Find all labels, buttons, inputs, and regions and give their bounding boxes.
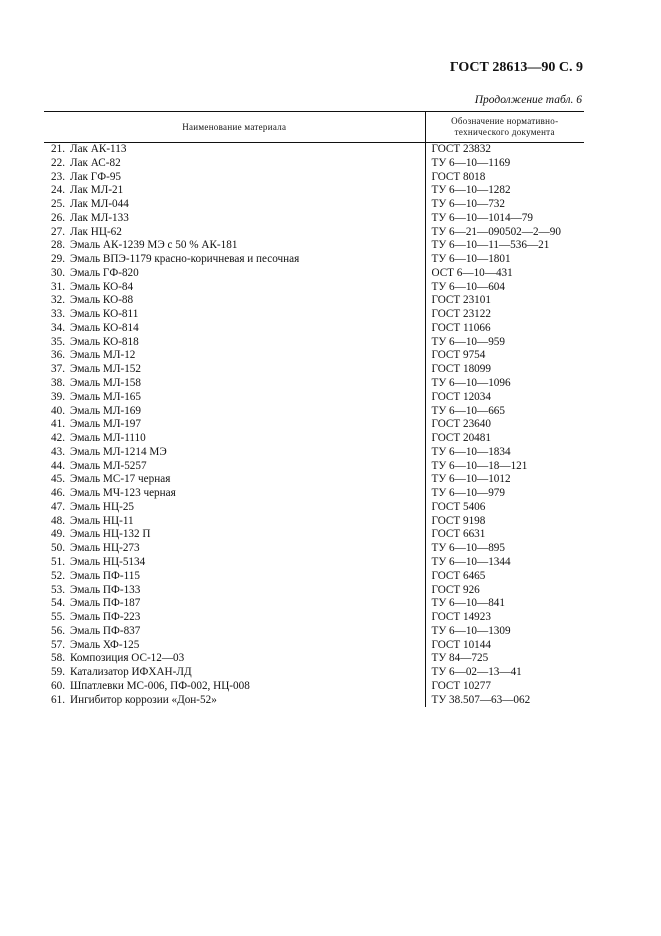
row-number: 56. xyxy=(51,624,65,637)
document-designation-cell: ТУ 6—10—11—536—21 xyxy=(431,239,550,252)
document-designation-cell: ТУ 6—10—1014—79 xyxy=(431,211,533,224)
row-number: 46. xyxy=(51,487,65,500)
document-designation-cell: ГОСТ 9754 xyxy=(431,349,486,362)
material-name: Эмаль МЛ-169 xyxy=(70,404,141,417)
material-name: Эмаль КО-84 xyxy=(70,280,134,293)
material-name: Эмаль МЛ-197 xyxy=(70,418,141,431)
material-name-cell xyxy=(44,391,425,405)
document-designation-cell: ТУ 6—10—1012 xyxy=(431,473,511,486)
material-name-cell xyxy=(44,652,425,666)
material-name: Эмаль МЧ-123 черная xyxy=(70,487,176,500)
material-name: Эмаль ПФ-133 xyxy=(70,583,141,596)
row-number: 45. xyxy=(51,473,65,486)
document-designation-cell: ТУ 6—10—1309 xyxy=(431,624,511,637)
table-row xyxy=(44,212,584,226)
material-name: Лак МЛ-133 xyxy=(70,211,129,224)
row-number: 52. xyxy=(51,569,65,582)
document-designation-cell: ГОСТ 5406 xyxy=(431,500,486,513)
row-number: 58. xyxy=(51,652,65,665)
column-header-material: Наименование материала xyxy=(44,112,425,143)
material-name-cell xyxy=(44,212,425,226)
row-number: 47. xyxy=(51,500,65,513)
material-name: Эмаль ГФ-820 xyxy=(70,266,139,279)
row-number: 29. xyxy=(51,253,65,266)
material-name-cell xyxy=(44,460,425,474)
table-row xyxy=(44,639,584,653)
document-designation-cell: ГОСТ 10277 xyxy=(431,679,491,692)
material-name: Эмаль ХФ-125 xyxy=(70,638,140,651)
table-row xyxy=(44,652,584,666)
table-row xyxy=(44,570,584,584)
material-name: Эмаль ПФ-223 xyxy=(70,611,141,624)
row-number: 32. xyxy=(51,294,65,307)
table-row xyxy=(44,226,584,240)
material-name-cell xyxy=(44,487,425,501)
table-row xyxy=(44,143,584,157)
material-name-cell xyxy=(44,666,425,680)
table-header-row xyxy=(44,112,584,143)
table-continuation-label: Продолжение табл. 6 xyxy=(474,94,582,106)
row-number: 43. xyxy=(51,445,65,458)
material-name-cell xyxy=(44,528,425,542)
table-row xyxy=(44,446,584,460)
document-designation-cell: ГОСТ 18099 xyxy=(431,363,491,376)
table-row xyxy=(44,391,584,405)
document-designation-cell: ТУ 6—10—979 xyxy=(431,487,505,500)
table-row xyxy=(44,349,584,363)
table-row xyxy=(44,597,584,611)
row-number: 61. xyxy=(51,693,65,706)
table-row xyxy=(44,694,584,708)
document-designation-cell: ГОСТ 23640 xyxy=(431,418,491,431)
material-name-cell xyxy=(44,556,425,570)
material-name: Эмаль МЛ-1110 xyxy=(70,432,146,445)
material-name: Эмаль КО-811 xyxy=(70,308,139,321)
material-name-cell xyxy=(44,322,425,336)
table-row xyxy=(44,281,584,295)
material-name-cell xyxy=(44,639,425,653)
document-designation-cell: ГОСТ 23832 xyxy=(431,143,491,155)
row-number: 41. xyxy=(51,418,65,431)
document-designation-cell: ГОСТ 11066 xyxy=(431,321,491,334)
row-number: 36. xyxy=(51,349,65,362)
material-name: Эмаль МЛ-5257 xyxy=(70,459,147,472)
row-number: 60. xyxy=(51,679,65,692)
material-name: Лак АС-82 xyxy=(70,156,121,169)
document-designation-cell: ТУ 6—10—1834 xyxy=(431,445,511,458)
page-header: ГОСТ 28613—90 С. 9 xyxy=(449,60,583,75)
material-name: Эмаль НЦ-11 xyxy=(70,514,134,527)
material-name: Эмаль ВПЭ-1179 красно-коричневая и песочная xyxy=(70,253,300,266)
materials-table xyxy=(44,111,584,707)
material-name: Эмаль ПФ-187 xyxy=(70,597,141,610)
row-number: 54. xyxy=(51,597,65,610)
table-row xyxy=(44,611,584,625)
material-name-cell xyxy=(44,432,425,446)
material-name-cell xyxy=(44,625,425,639)
row-number: 42. xyxy=(51,432,65,445)
material-name-cell xyxy=(44,611,425,625)
table-row xyxy=(44,308,584,322)
row-number: 49. xyxy=(51,528,65,541)
document-designation-cell: ГОСТ 20481 xyxy=(431,432,491,445)
material-name: Эмаль МС-17 черная xyxy=(70,473,171,486)
table-row xyxy=(44,253,584,267)
materials-table-container xyxy=(44,111,584,707)
table-row xyxy=(44,239,584,253)
document-designation-cell: ТУ 6—10—18—121 xyxy=(431,459,528,472)
table-row xyxy=(44,432,584,446)
row-number: 53. xyxy=(51,583,65,596)
table-row xyxy=(44,556,584,570)
document-designation-cell: ГОСТ 9198 xyxy=(431,514,486,527)
row-number: 34. xyxy=(51,321,65,334)
material-name: Шпатлевки МС-006, ПФ-002, НЦ-008 xyxy=(70,679,250,692)
table-row xyxy=(44,184,584,198)
material-name-cell xyxy=(44,446,425,460)
row-number: 21. xyxy=(51,143,65,155)
material-name-cell xyxy=(44,570,425,584)
document-designation-cell: ТУ 6—10—841 xyxy=(431,597,505,610)
material-name: Эмаль МЛ-12 xyxy=(70,349,136,362)
material-name-cell xyxy=(44,515,425,529)
row-number: 57. xyxy=(51,638,65,651)
row-number: 40. xyxy=(51,404,65,417)
material-name: Эмаль НЦ-25 xyxy=(70,500,135,513)
row-number: 24. xyxy=(51,184,65,197)
material-name-cell xyxy=(44,184,425,198)
document-designation-cell: ТУ 6—10—1169 xyxy=(431,156,511,169)
table-row xyxy=(44,377,584,391)
table-row xyxy=(44,460,584,474)
material-name: Эмаль КО-818 xyxy=(70,335,139,348)
table-row xyxy=(44,418,584,432)
material-name: Лак МЛ-044 xyxy=(70,198,129,211)
material-name: Катализатор ИФХАН-ЛД xyxy=(70,666,192,679)
material-name-cell xyxy=(44,377,425,391)
document-designation-cell: ГОСТ 8018 xyxy=(431,170,486,183)
table-row xyxy=(44,584,584,598)
row-number: 48. xyxy=(51,514,65,527)
material-name: Лак АК-113 xyxy=(70,143,127,155)
row-number: 39. xyxy=(51,390,65,403)
material-name-cell xyxy=(44,597,425,611)
row-number: 59. xyxy=(51,666,65,679)
material-name-cell xyxy=(44,405,425,419)
table-row xyxy=(44,267,584,281)
document-designation-cell: ТУ 6—10—959 xyxy=(431,335,505,348)
document-designation-cell: ГОСТ 6465 xyxy=(431,569,486,582)
table-row xyxy=(44,487,584,501)
document-designation-cell: ОСТ 6—10—431 xyxy=(431,266,513,279)
row-number: 50. xyxy=(51,542,65,555)
table-row xyxy=(44,294,584,308)
material-name-cell xyxy=(44,198,425,212)
row-number: 22. xyxy=(51,156,65,169)
row-number: 38. xyxy=(51,377,65,390)
row-number: 30. xyxy=(51,266,65,279)
material-name-cell xyxy=(44,239,425,253)
table-row xyxy=(44,680,584,694)
material-name: Эмаль КО-88 xyxy=(70,294,134,307)
material-name-cell xyxy=(44,363,425,377)
material-name-cell xyxy=(44,418,425,432)
material-name-cell xyxy=(44,584,425,598)
row-number: 33. xyxy=(51,308,65,321)
table-row xyxy=(44,363,584,377)
material-name: Ингибитор коррозии «Дон-52» xyxy=(70,693,217,706)
row-number: 35. xyxy=(51,335,65,348)
table-row xyxy=(44,542,584,556)
table-body xyxy=(44,143,584,708)
document-designation-cell: ТУ 6—10—665 xyxy=(431,404,505,417)
row-number: 31. xyxy=(51,280,65,293)
table-row xyxy=(44,666,584,680)
row-number: 55. xyxy=(51,611,65,624)
material-name: Эмаль МЛ-165 xyxy=(70,390,141,403)
document-designation-cell: ГОСТ 926 xyxy=(431,583,480,596)
material-name-cell xyxy=(44,281,425,295)
document-designation-cell: ГОСТ 12034 xyxy=(431,390,491,403)
material-name-cell xyxy=(44,157,425,171)
table-row xyxy=(44,171,584,185)
material-name: Эмаль ПФ-837 xyxy=(70,624,141,637)
document-designation-cell: ТУ 84—725 xyxy=(431,652,489,665)
document-designation-cell: ГОСТ 14923 xyxy=(431,611,491,624)
document-designation-cell: ТУ 6—02—13—41 xyxy=(431,666,522,679)
row-number: 37. xyxy=(51,363,65,376)
material-name: Эмаль НЦ-273 xyxy=(70,542,140,555)
material-name-cell xyxy=(44,294,425,308)
row-number: 51. xyxy=(51,555,65,568)
material-name: Эмаль ПФ-115 xyxy=(70,569,140,582)
document-designation-cell: ГОСТ 23101 xyxy=(431,294,491,307)
row-number: 23. xyxy=(51,170,65,183)
table-row xyxy=(44,157,584,171)
document-designation-cell: ТУ 6—21—090502—2—90 xyxy=(431,225,561,238)
document-designation-cell: ТУ 6—10—1282 xyxy=(431,184,511,197)
document-designation-cell: ТУ 6—10—604 xyxy=(431,280,505,293)
table-row xyxy=(44,473,584,487)
material-name: Лак НЦ-62 xyxy=(70,225,122,238)
material-name: Эмаль НЦ-5134 xyxy=(70,555,146,568)
material-name: Эмаль МЛ-158 xyxy=(70,377,141,390)
material-name-cell xyxy=(44,473,425,487)
document-designation-cell: ТУ 6—10—1096 xyxy=(431,377,511,390)
material-name: Эмаль КО-814 xyxy=(70,321,139,334)
row-number: 44. xyxy=(51,459,65,472)
row-number: 28. xyxy=(51,239,65,252)
table-row xyxy=(44,198,584,212)
material-name-cell xyxy=(44,308,425,322)
material-name-cell xyxy=(44,143,425,157)
document-designation-cell: ТУ 6—10—895 xyxy=(431,542,505,555)
table-row xyxy=(44,528,584,542)
document-designation-cell: ТУ 6—10—1344 xyxy=(431,555,511,568)
table-row xyxy=(44,336,584,350)
material-name-cell xyxy=(44,542,425,556)
material-name: Лак МЛ-21 xyxy=(70,184,124,197)
material-name-cell xyxy=(44,680,425,694)
table-row xyxy=(44,322,584,336)
material-name: Композиция ОС-12—03 xyxy=(70,652,185,665)
document-designation-cell: ГОСТ 10144 xyxy=(431,638,491,651)
row-number: 25. xyxy=(51,198,65,211)
table-row xyxy=(44,625,584,639)
material-name: Эмаль МЛ-1214 МЭ xyxy=(70,445,167,458)
material-name-cell xyxy=(44,501,425,515)
table-row xyxy=(44,515,584,529)
row-number: 26. xyxy=(51,211,65,224)
material-name: Эмаль НЦ-132 П xyxy=(70,528,151,541)
material-name-cell xyxy=(44,171,425,185)
material-name-cell xyxy=(44,694,425,708)
table-row xyxy=(44,405,584,419)
material-name: Эмаль АК-1239 МЭ с 50 % АК-181 xyxy=(70,239,238,252)
material-name: Эмаль МЛ-152 xyxy=(70,363,141,376)
material-name-cell xyxy=(44,349,425,363)
table-row xyxy=(44,501,584,515)
document-designation-cell: ТУ 6—10—1801 xyxy=(431,253,511,266)
material-name-cell xyxy=(44,253,425,267)
material-name-cell xyxy=(44,267,425,281)
document-designation-cell: ГОСТ 6631 xyxy=(431,528,486,541)
material-name-cell xyxy=(44,226,425,240)
document-designation-cell: ТУ 6—10—732 xyxy=(431,198,505,211)
material-name: Лак ГФ-95 xyxy=(70,170,122,183)
column-header-document: Обозначение нормативно-технического документа xyxy=(425,112,584,143)
material-name-cell xyxy=(44,336,425,350)
document-designation-cell: ГОСТ 23122 xyxy=(431,308,491,321)
document-designation-cell: ТУ 38.507—63—062 xyxy=(431,693,531,706)
row-number: 27. xyxy=(51,225,65,238)
